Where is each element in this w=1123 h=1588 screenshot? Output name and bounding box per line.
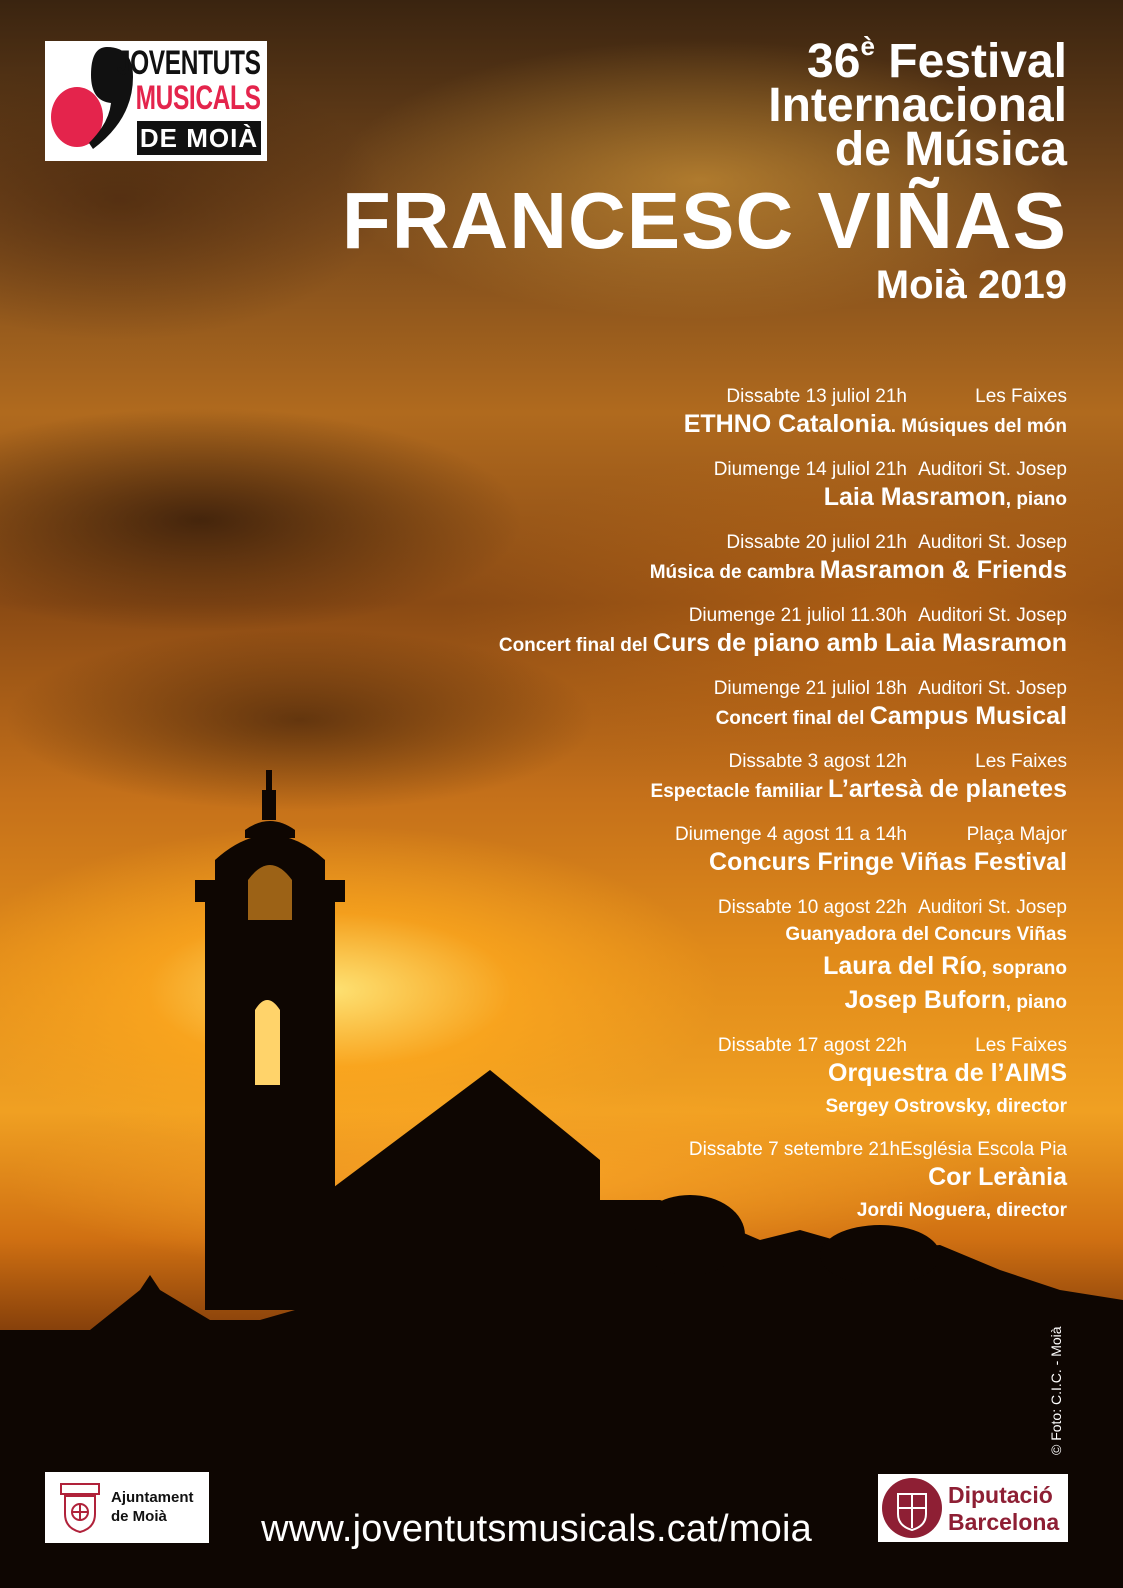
event-date: Dissabte 17 agost 22h <box>717 1035 907 1056</box>
event-date-venue <box>387 823 1067 847</box>
event-item <box>387 458 1067 516</box>
event-highlight: Cor Lerània <box>928 1163 1067 1191</box>
event-title-line <box>387 774 1067 808</box>
event-highlight: Campus Musical <box>869 702 1067 730</box>
event-item <box>387 385 1067 443</box>
event-date-venue <box>387 385 1067 409</box>
event-title-line <box>387 1058 1067 1092</box>
event-venue: Les Faixes <box>975 1035 1067 1056</box>
festival-heading <box>341 31 1067 308</box>
event-date-venue <box>387 531 1067 555</box>
festival-title-line-3: de Música <box>834 123 1067 176</box>
festival-place-year: Moià 2019 <box>875 263 1067 307</box>
event-item <box>387 677 1067 735</box>
event-date: Diumenge 21 juliol 18h <box>713 678 907 699</box>
event-item <box>387 604 1067 662</box>
event-date: Dissabte 7 setembre 21h <box>688 1139 901 1160</box>
event-date-venue <box>387 896 1067 920</box>
diputacio-emblem-icon <box>882 1478 942 1538</box>
event-date: Diumenge 4 agost 11 a 14h <box>674 824 907 845</box>
event-detail: , piano <box>1005 489 1067 510</box>
website-url: www.joventutsmusicals.cat/moia <box>261 1508 812 1550</box>
event-venue: Les Faixes <box>975 751 1067 772</box>
diputacio-barcelona-logo <box>878 1474 1068 1542</box>
event-title-line <box>387 985 1067 1019</box>
event-highlight: Laia Masramon <box>823 483 1006 511</box>
event-item <box>387 896 1067 1019</box>
joventuts-musicals-logo <box>45 41 267 161</box>
event-title-line <box>387 951 1067 985</box>
event-date-venue <box>387 1034 1067 1058</box>
event-date: Dissabte 13 juliol 21h <box>726 386 907 407</box>
event-highlight: Josep Buforn <box>844 986 1006 1014</box>
event-detail: Música de cambra <box>649 562 820 583</box>
event-detail: , soprano <box>981 958 1067 979</box>
event-venue: Les Faixes <box>975 386 1067 407</box>
event-detail: , piano <box>1005 992 1067 1013</box>
event-date: Diumenge 14 juliol 21h <box>713 459 907 480</box>
event-highlight: L’artesà de planetes <box>827 775 1067 803</box>
event-title-line <box>387 409 1067 443</box>
event-detail: director <box>990 1096 1067 1117</box>
event-highlight: Concurs Fringe Viñas Festival <box>709 848 1067 876</box>
event-title-line <box>387 1162 1067 1196</box>
event-venue: Auditori St. Josep <box>918 678 1067 699</box>
event-highlight: Masramon & Friends <box>819 556 1067 584</box>
event-date-venue <box>387 604 1067 628</box>
event-title-line <box>387 701 1067 735</box>
event-date: Diumenge 21 juliol 11.30h <box>688 605 907 626</box>
event-detail: Concert final del <box>498 635 653 656</box>
event-venue: Església Escola Pia <box>900 1139 1067 1160</box>
event-detail: Concert final del <box>715 708 870 729</box>
event-item <box>387 531 1067 589</box>
festival-title-line-2: Internacional <box>768 79 1067 132</box>
event-item <box>387 750 1067 808</box>
photo-credit: © Foto: C.I.C. - Moià <box>1048 1326 1064 1455</box>
logo-line-3: DE MOIÀ <box>137 121 261 155</box>
festival-name: FRANCESC VIÑAS <box>341 176 1067 265</box>
diputacio-label: Diputació Barcelona <box>948 1482 1060 1535</box>
event-date-venue <box>387 750 1067 774</box>
event-venue: Plaça Major <box>966 824 1067 845</box>
event-date: Dissabte 3 agost 12h <box>728 751 907 772</box>
logo-line-1: JOVENTUTS <box>117 44 261 82</box>
event-detail: Espectacle familiar <box>650 781 828 802</box>
event-item <box>387 823 1067 881</box>
ajuntament-label: Ajuntament de Moià <box>111 1489 194 1525</box>
logo-line-2: MUSICALS <box>136 79 261 117</box>
event-detail: Sergey Ostrovsky, <box>825 1096 991 1117</box>
festival-edition: $36^è$ Festival <box>807 31 1067 88</box>
event-item <box>387 1138 1067 1227</box>
event-title-line <box>387 628 1067 662</box>
event-highlight: Laura del Río <box>823 952 982 980</box>
event-venue: Auditori St. Josep <box>918 459 1067 480</box>
event-detail: Guanyadora del Concurs Viñas <box>785 924 1067 945</box>
event-venue: Auditori St. Josep <box>918 897 1067 918</box>
diputacio-shield-icon <box>882 1478 942 1538</box>
event-date-venue <box>387 458 1067 482</box>
event-date: Dissabte 20 juliol 21h <box>726 532 907 553</box>
event-highlight: Orquestra de l’AIMS <box>828 1059 1067 1087</box>
event-venue: Auditori St. Josep <box>918 532 1067 553</box>
event-title-line <box>387 555 1067 589</box>
event-title-line <box>387 847 1067 881</box>
event-title-line <box>387 1092 1067 1123</box>
event-item <box>387 1034 1067 1123</box>
event-date-venue <box>387 677 1067 701</box>
event-highlight: ETHNO Catalonia <box>683 410 891 438</box>
event-venue: Auditori St. Josep <box>918 605 1067 626</box>
event-date-venue <box>387 1138 1067 1162</box>
event-program <box>387 385 1067 1242</box>
event-title-line <box>387 1196 1067 1227</box>
event-detail: Jordi Noguera, director <box>856 1200 1067 1221</box>
event-title-line <box>387 920 1067 951</box>
event-title-line <box>387 482 1067 516</box>
event-highlight: Curs de piano amb Laia Masramon <box>653 629 1067 657</box>
event-date: Dissabte 10 agost 22h <box>717 897 907 918</box>
event-detail: . Músiques del món <box>890 416 1067 437</box>
